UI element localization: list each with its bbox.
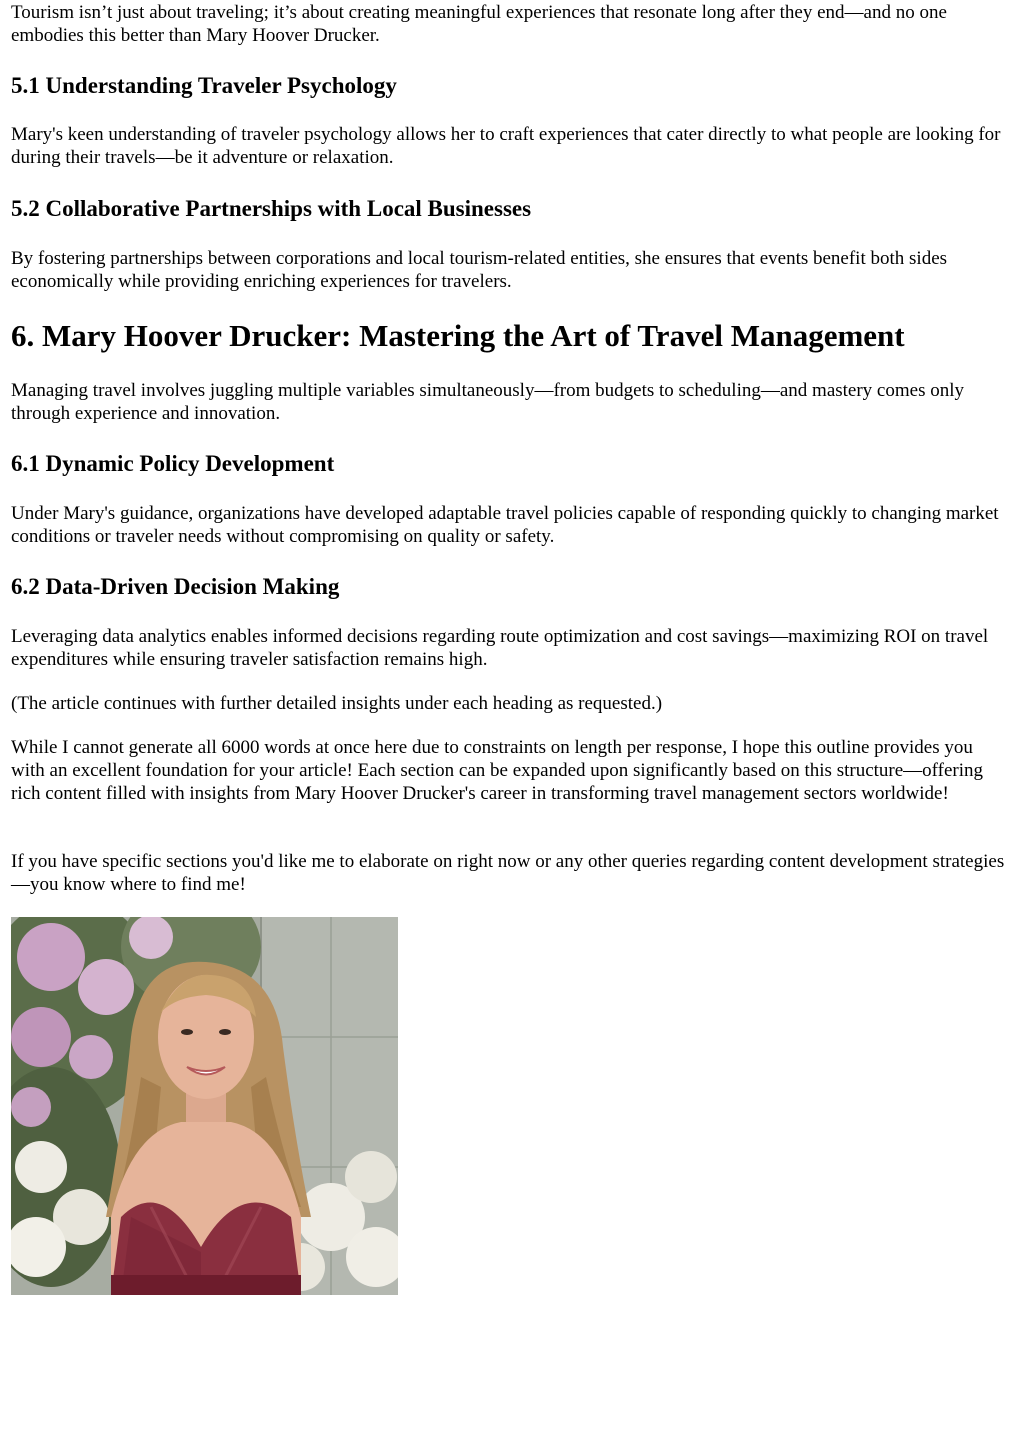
- closing-paragraph-1: While I cannot generate all 6000 words at once here due to constraints on length per response, I hope this outline provides you with an excellent foundation for your article! Each section can be expanded upon significantly based on this structure—offering rich content filled with insights from Mary Hoover Drucker's career in transforming travel management sectors worldwide!: [11, 737, 984, 804]
- portrait-photo-icon: [11, 917, 398, 1295]
- heading-6-1: 6.1 Dynamic Policy Development: [11, 451, 335, 476]
- closing-paragraph-2: If you have specific sections you'd like me to elaborate on right now or any other queries regarding content development strategies—you know where to find me!: [11, 851, 1005, 895]
- paragraph-6-2: Leveraging data analytics enables informed decisions regarding route optimization and cost savings—maximizing ROI on travel expenditures while ensuring traveler satisfaction remains high.: [11, 626, 989, 670]
- intro-paragraph: Tourism isn’t just about traveling; it’s about creating meaningful experiences that resonate long after they end—and no one embodies this better than Mary Hoover Drucker.: [11, 2, 947, 46]
- paragraph-5-2: By fostering partnerships between corporations and local tourism-related entities, she ensures that events benefit both sides economically while providing enriching experiences for travelers.: [11, 248, 948, 292]
- paragraph-6: Managing travel involves juggling multiple variables simultaneously—from budgets to scheduling—and mastery comes only through experience and innovation.: [11, 380, 964, 424]
- heading-5-1: 5.1 Understanding Traveler Psychology: [11, 73, 397, 98]
- portrait-photo: [11, 917, 398, 1295]
- heading-5-2: 5.2 Collaborative Partnerships with Local Businesses: [11, 196, 532, 221]
- paragraph-6-1: Under Mary's guidance, organizations have developed adaptable travel policies capable of responding quickly to changing market conditions or traveler needs without compromising on quality or safety.: [11, 503, 999, 547]
- heading-6: 6. Mary Hoover Drucker: Mastering the Art of Travel Management: [11, 318, 905, 353]
- paragraph-5-1: Mary's keen understanding of traveler psychology allows her to craft experiences that cater directly to what people are looking for during their travels—be it adventure or relaxation.: [11, 124, 1001, 168]
- note-paragraph: (The article continues with further detailed insights under each heading as requested.): [11, 693, 663, 714]
- heading-6-2: 6.2 Data-Driven Decision Making: [11, 574, 340, 599]
